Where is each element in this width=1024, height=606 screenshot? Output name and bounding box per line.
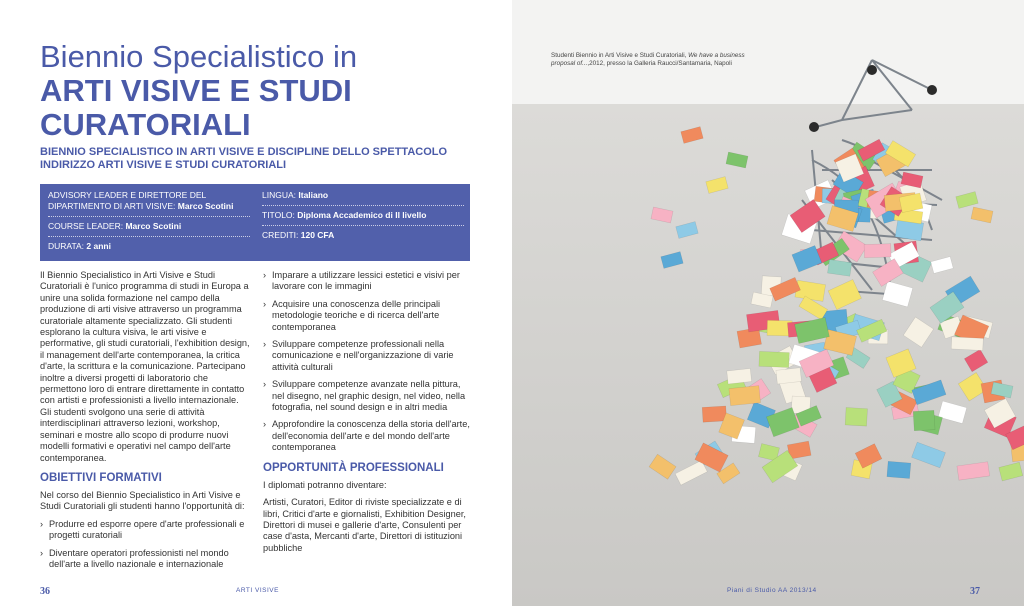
- obiettivi-list-a: [40, 519, 252, 571]
- list-item-text: Acquisire una conoscenza delle principali metodologie teoriche e di ricerca dell'arte contemporanea: [272, 298, 441, 332]
- page-number-right: 37: [970, 586, 980, 597]
- intro-paragraph: Il Biennio Specialistico in Arti Visive e Studi Curatoriali è l'unico programma di studi in Europa a unire una solida formazione nel campo della produzione di arti visive attraverso un programma curatoriale altamente specializzato. Gli studenti esplorano la cultura visiva, le arti visive e performative, gli studi curatoriali, l'exhibition design, il management dell'arte contemporanea, la critica d'arte, la scrittura e la comunicazione. Partecipano inoltre a diversi progetti di laboratorio che permettono loro di entrare direttamente in contatto con artisti e professionisti a livello internazionale. Gli studenti svolgono una serie di attività interdisciplinari attraverso lezioni, workshop, seminari e mostre allo scopo di produrre nuovi modelli formativi e operativi nel campo dell'arte contemporanea.: [40, 270, 250, 463]
- text-column-right: [263, 270, 473, 560]
- bullet-chevron-icon: ›: [263, 339, 267, 350]
- caption-title: We have a business proposal of...: [551, 52, 745, 67]
- info-row: [48, 221, 250, 237]
- list-item-text: Approfondire la conoscenza della storia dell'arte, dell'economia dell'arte e del mondo dell'arte contemporanea: [272, 419, 470, 453]
- opportunita-text: Artisti, Curatori, Editor di riviste specializzate e di libri, Critici d'arte e giornalisti, Exhibition Designer, Direttori di musei e gallerie d'arte, Consulenti per case d'asta, Mercanti d'arte, Direttori di istituzioni pubbliche: [263, 497, 466, 553]
- info-value: 2 anni: [86, 241, 111, 251]
- list-item: [263, 419, 473, 453]
- booklet: [727, 369, 752, 384]
- info-key: COURSE LEADER:: [48, 221, 126, 231]
- info-key: TITOLO:: [262, 210, 298, 220]
- bullet-chevron-icon: ›: [263, 419, 267, 430]
- booklet: [828, 260, 852, 277]
- bullet-chevron-icon: ›: [263, 298, 267, 309]
- booklet: [951, 337, 983, 351]
- list-item-text: Sviluppare competenze professionali nella comunicazione e nell'organizzazione di varie attività culturali: [272, 339, 454, 372]
- bullet-chevron-icon: ›: [263, 270, 267, 280]
- info-value: Italiano: [298, 190, 329, 200]
- bullet-chevron-icon: ›: [40, 518, 44, 529]
- info-row: [48, 241, 250, 256]
- list-item: [40, 519, 252, 542]
- booklet: [759, 351, 789, 367]
- list-item-text: Produrre ed esporre opere d'arte professionali e progetti curatoriali: [49, 518, 245, 541]
- info-value: Diploma Accademico di II livello: [297, 210, 427, 220]
- info-column-right: [262, 190, 464, 249]
- info-key: CREDITI:: [262, 230, 301, 240]
- obiettivi-heading: OBIETTIVI FORMATIVI: [40, 471, 162, 484]
- page-number-left: 36: [40, 586, 50, 597]
- program-subtitle: BIENNIO SPECIALISTICO IN ARTI VISIVE E DISCIPLINE DELLO SPETTACOLO INDIRIZZO ARTI VISIVE E STUDI CURATORIALI: [40, 146, 448, 171]
- booklet: [729, 386, 761, 406]
- footer-label-right: Piani di Studio AA 2013/14: [727, 587, 817, 594]
- list-item-text: Sviluppare competenze avanzate nella pittura, nel disegno, nel graphic design, nel video, nella fotografia, nel sound design e in altri media: [272, 379, 466, 413]
- bullet-chevron-icon: ›: [40, 547, 44, 558]
- booklet: [864, 244, 891, 258]
- booklet: [702, 406, 726, 422]
- list-item: [40, 548, 252, 571]
- installation-photo: [512, 0, 1024, 606]
- booklet: [776, 368, 802, 384]
- obiettivi-intro: Nel corso del Biennio Specialistico in Arti Visive e Studi Curatoriali gli studenti hanno l'opportunità di:: [40, 489, 245, 512]
- list-item: [263, 270, 473, 293]
- booklet: [845, 408, 867, 427]
- booklet: [913, 410, 935, 430]
- info-row: [262, 230, 464, 245]
- obiettivi-list-b: [263, 270, 473, 454]
- list-item-text: Diventare operatori professionisti nel mondo dell'arte a livello nazionale e internazionale: [49, 547, 229, 569]
- info-value: 120 CFA: [300, 230, 335, 240]
- photo-caption: [551, 52, 761, 68]
- info-row: [48, 190, 250, 217]
- opportunita-heading: OPPORTUNITÀ PROFESSIONALI: [263, 461, 444, 474]
- info-row: [262, 210, 464, 226]
- footer-label-left: ARTI VISIVE: [236, 587, 279, 594]
- list-item: [263, 379, 473, 413]
- info-key: LINGUA:: [262, 190, 299, 200]
- page-title-line1: Biennio Specialistico in: [40, 39, 358, 74]
- info-key: DURATA:: [48, 241, 87, 251]
- page-title-line2: ARTI VISIVE E STUDI CURATORIALI: [40, 73, 352, 142]
- list-item: [263, 339, 473, 373]
- course-info-box: [40, 184, 470, 261]
- caption-text: Studenti Biennio in Arti Visive e Studi Curatoriali,: [551, 52, 689, 59]
- info-key: ADVISORY LEADER E DIRETTORE DEL DIPARTIMENTO DI ARTI VISIVE:: [48, 190, 206, 211]
- list-item-text: Imparare a utilizzare lessici estetici e visivi per lavorare con le immagini: [272, 270, 460, 292]
- info-column-left: [48, 190, 250, 260]
- list-item: [263, 299, 473, 333]
- info-value: Marco Scotini: [177, 201, 234, 211]
- text-column-left: [40, 270, 252, 576]
- booklet: [887, 461, 911, 478]
- bullet-chevron-icon: ›: [263, 379, 267, 390]
- caption-rest: ,2012, presso la Galleria Raucci/Santamaria, Napoli: [587, 60, 732, 67]
- info-value: Marco Scotini: [125, 221, 182, 231]
- opportunita-intro: I diplomati potranno diventare:: [263, 479, 387, 490]
- info-row: [262, 190, 464, 206]
